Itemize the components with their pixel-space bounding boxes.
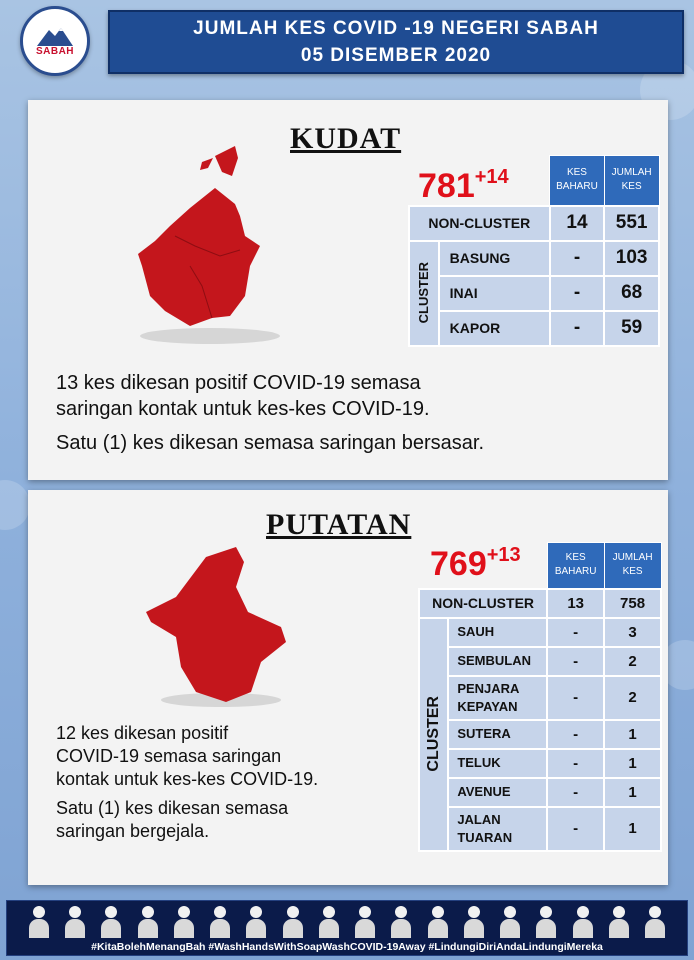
person-icon [462, 904, 486, 938]
person-icon [571, 904, 595, 938]
page-title [108, 10, 684, 74]
person-icon [389, 904, 413, 938]
footer-banner [6, 900, 688, 956]
putatan-panel [28, 490, 668, 885]
new-cases: +14 [474, 166, 509, 188]
person-icon [244, 904, 268, 938]
table-row [419, 589, 661, 618]
table-row [409, 241, 659, 276]
cluster-total: 2 [604, 647, 661, 676]
cluster-name: JALAN TUARAN [448, 807, 547, 851]
table-row [409, 311, 659, 346]
table-row [419, 618, 661, 647]
kudat-stats-table [408, 155, 660, 347]
cluster-new: - [550, 311, 605, 346]
person-icon [498, 904, 522, 938]
table-row [419, 807, 661, 851]
logo-text: SABAH [35, 45, 75, 57]
putatan-stats-table [418, 542, 662, 852]
col-total-header: JUMLAH KES [604, 543, 661, 589]
cluster-name: SEMBULAN [448, 647, 547, 676]
putatan-description [56, 722, 318, 843]
cluster-new: - [550, 241, 605, 276]
sabah-logo [20, 6, 90, 76]
district-title: PUTATAN [266, 508, 412, 541]
table-row [409, 276, 659, 311]
col-total-header: JUMLAH KES [604, 156, 659, 206]
non-cluster-label: NON-CLUSTER [419, 589, 547, 618]
table-row [419, 676, 661, 720]
cluster-total: 2 [604, 676, 661, 720]
person-icon [63, 904, 87, 938]
title-line-2: 05 DISEMBER 2020 [300, 45, 492, 66]
kudat-panel [28, 100, 668, 480]
cluster-total: 103 [604, 241, 659, 276]
table-row [419, 749, 661, 778]
cluster-name: TELUK [448, 749, 547, 778]
desc-line: Satu (1) kes dikesan semasa saringan bersasar. [56, 432, 484, 454]
cluster-name: AVENUE [448, 778, 547, 807]
cluster-name: INAI [439, 276, 550, 311]
person-icon [643, 904, 667, 938]
cluster-new: - [547, 720, 604, 749]
virus-decoration-icon [0, 480, 30, 530]
person-icon [208, 904, 232, 938]
cluster-total: 1 [604, 720, 661, 749]
cluster-total: 1 [604, 749, 661, 778]
person-icon [99, 904, 123, 938]
cluster-name: PENJARA KEPAYAN [448, 676, 547, 720]
district-title: KUDAT [290, 122, 402, 155]
desc-line: kontak untuk kes-kes COVID-19. [56, 769, 319, 789]
total-cases: 769 [430, 545, 487, 583]
hashtags: #KitaBolehMenangBah #WashHandsWithSoapWashCOVID-19Away #LindungiDiriAndaLindungiMereka [91, 941, 603, 953]
cluster-new: - [547, 676, 604, 720]
cluster-new: - [547, 749, 604, 778]
cluster-new: - [547, 807, 604, 851]
desc-line: saringan bergejala. [56, 821, 210, 841]
non-cluster-total: 551 [604, 206, 659, 241]
desc-line: COVID-19 semasa saringan [56, 746, 282, 766]
title-line-1: JUMLAH KES COVID -19 NEGERI SABAH [193, 18, 599, 39]
cluster-name: SAUH [448, 618, 547, 647]
putatan-map [136, 542, 296, 712]
table-row [419, 647, 661, 676]
mountain-icon [37, 26, 73, 46]
col-new-header: KES BAHARU [550, 156, 605, 206]
person-icon [317, 904, 341, 938]
cluster-new: - [547, 778, 604, 807]
cluster-total: 68 [604, 276, 659, 311]
total-cases: 781 [418, 167, 475, 205]
desc-line: 12 kes dikesan positif [56, 723, 229, 743]
cluster-total: 1 [604, 807, 661, 851]
non-cluster-label: NON-CLUSTER [409, 206, 550, 241]
person-icon [281, 904, 305, 938]
cluster-name: KAPOR [439, 311, 550, 346]
cluster-side-label: CLUSTER [409, 241, 439, 346]
cluster-name: BASUNG [439, 241, 550, 276]
new-cases: +13 [486, 544, 521, 566]
person-icon [353, 904, 377, 938]
cluster-new: - [547, 618, 604, 647]
cluster-new: - [547, 647, 604, 676]
cluster-new: - [550, 276, 605, 311]
cluster-total: 1 [604, 778, 661, 807]
person-icon [136, 904, 160, 938]
desc-line: Satu (1) kes dikesan semasa [56, 798, 289, 818]
desc-line: saringan kontak untuk kes-kes COVID-19. [56, 398, 430, 420]
non-cluster-total: 758 [604, 589, 661, 618]
person-icon [534, 904, 558, 938]
cluster-side-label: CLUSTER [419, 618, 448, 851]
frontliners-illustration [27, 904, 667, 938]
cluster-total: 59 [604, 311, 659, 346]
person-icon [172, 904, 196, 938]
table-row [419, 720, 661, 749]
person-icon [426, 904, 450, 938]
kudat-map [120, 146, 290, 346]
desc-line: 13 kes dikesan positif COVID-19 semasa [56, 372, 421, 394]
kudat-description [56, 370, 484, 456]
table-row [419, 778, 661, 807]
table-row [409, 206, 659, 241]
non-cluster-new: 13 [547, 589, 604, 618]
person-icon [607, 904, 631, 938]
person-icon [27, 904, 51, 938]
col-new-header: KES BAHARU [547, 543, 604, 589]
cluster-name: SUTERA [448, 720, 547, 749]
non-cluster-new: 14 [550, 206, 605, 241]
cluster-total: 3 [604, 618, 661, 647]
